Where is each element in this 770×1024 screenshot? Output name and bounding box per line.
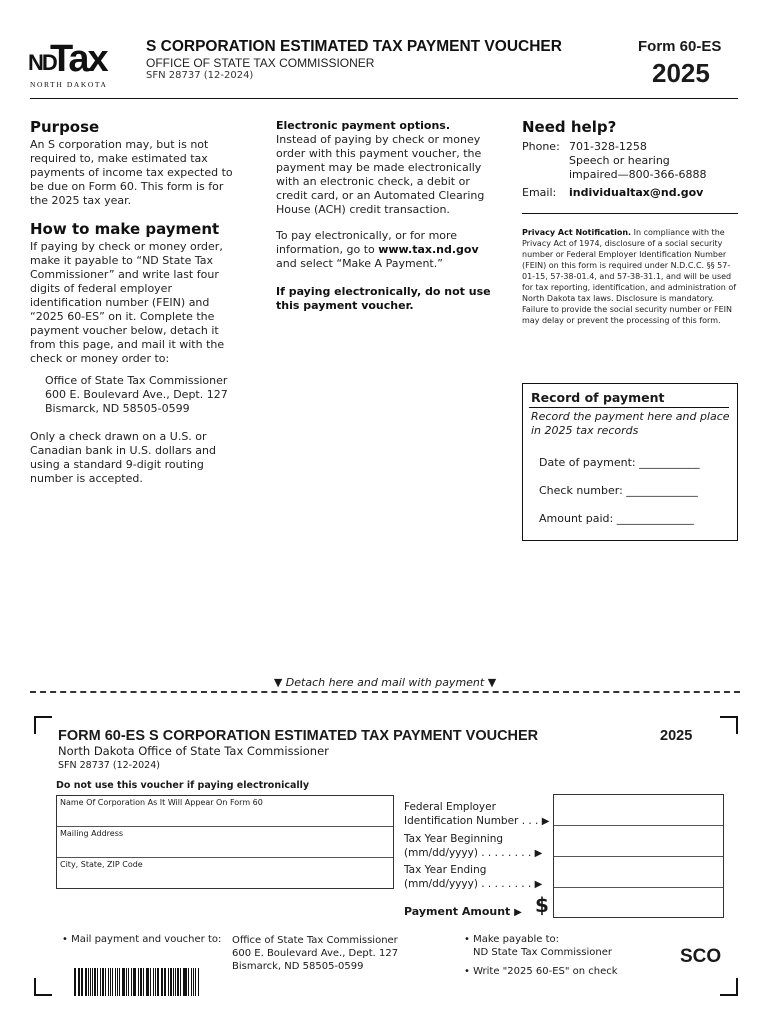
sfn-number: SFN 28737 (12-2024) (146, 70, 254, 81)
voucher-sfn: SFN 28737 (12-2024) (58, 760, 160, 771)
city-state-zip-field[interactable]: City, State, ZIP Code (60, 860, 143, 869)
barcode-bar (115, 968, 116, 996)
barcode-bar (183, 968, 184, 996)
payment-amount-input[interactable] (554, 888, 723, 919)
fein-input[interactable] (554, 795, 723, 826)
barcode-bar (94, 968, 96, 996)
record-of-payment-box (522, 383, 738, 541)
detach-instruction: ▼ Detach here and mail with payment ▼ (273, 676, 497, 689)
barcode-bar (108, 968, 109, 996)
email-label: Email: (522, 186, 557, 199)
privacy-heading: Privacy Act Notification. (522, 228, 632, 237)
email-address[interactable]: individualtax@nd.gov (569, 186, 704, 199)
barcode-bar (102, 968, 104, 996)
barcode-bar (126, 968, 128, 996)
barcode-bar (184, 968, 186, 996)
barcode-bar (150, 968, 151, 996)
barcode-bar (175, 968, 176, 996)
barcode-bar (191, 968, 192, 996)
barcode-bar (81, 968, 83, 996)
purpose-heading: Purpose (30, 118, 100, 136)
voucher-mail-address: Office of State Tax Commissioner 600 E. Boulevard Ave., Dept. 127 Bismarck, ND 58505-0599 (232, 935, 399, 972)
barcode-bar (105, 968, 106, 996)
barcode-bar (143, 968, 144, 996)
barcode-bar (162, 968, 163, 996)
how-to-pay-section (30, 220, 240, 366)
barcode-bar (110, 968, 112, 996)
date-of-payment-field[interactable]: Date of payment: ___________ (539, 456, 700, 469)
how-to-pay-heading: How to make payment (30, 220, 220, 238)
corner-mark (720, 716, 738, 734)
logo-subtitle: NORTH DAKOTA (30, 80, 108, 89)
tax-year-begin-label: Tax Year Beginning (mm/dd/yyyy) . . . . . . . . ▶ (404, 833, 543, 859)
barcode-bar (122, 968, 124, 996)
barcode-bar (131, 968, 132, 996)
help-heading: Need help? (522, 118, 617, 136)
speech-line: Speech or hearing (569, 154, 670, 167)
tax-website-link[interactable]: www.tax.nd.gov (378, 243, 479, 256)
address-line: Bismarck, ND 58505-0599 (45, 402, 190, 415)
corner-mark (34, 716, 52, 734)
arrow-right-icon: ▶ (541, 816, 550, 827)
electronic-text: Instead of paying by check or money order with this payment voucher, the payment may be made electronically with an electronic check, a debit or credit card, or an Automated Clearing House (ACH) credit transaction. (276, 133, 485, 216)
logo-tax-text: Tax (50, 38, 107, 80)
barcode-bar (193, 968, 194, 996)
record-note: Record the payment here and place in 2025 tax records (531, 410, 730, 437)
nd-tax-logo (28, 38, 124, 90)
barcode-bar (157, 968, 159, 996)
barcode-bar (117, 968, 119, 996)
phone-label: Phone: (522, 140, 560, 153)
barcode-bar (173, 968, 174, 996)
privacy-text: In compliance with the Privacy Act of 1974, disclosure of a social security number or Federal Employer Identification Number (FEIN) on this form is required under N.D.C.C. §§ 57-01-15, 57-38-01.4, and 57-38-31.1, and will be used for tax reporting, identification, and administration of North Dakota tax laws. Disclosure is mandatory. Failure to provide the social security number or FEIN may delay or prevent the processing of this form. (522, 228, 737, 325)
mail-instruction: • Mail payment and voucher to: (62, 934, 222, 945)
barcode-bar (119, 968, 120, 996)
help-divider (522, 213, 738, 214)
help-section (522, 118, 738, 200)
corporation-address-box (56, 795, 394, 889)
barcode-bar (134, 968, 136, 996)
arrow-right-icon: ▶ (534, 879, 543, 890)
barcode-bar (153, 968, 154, 996)
barcode-bar (88, 968, 89, 996)
voucher-title: FORM 60-ES S CORPORATION ESTIMATED TAX PAYMENT VOUCHER (58, 728, 539, 744)
tax-year: 2025 (652, 58, 710, 88)
barcode-bar (195, 968, 197, 996)
mailing-address-field[interactable]: Mailing Address (57, 827, 393, 858)
phone-row (522, 140, 738, 182)
record-title: Record of payment (531, 390, 665, 405)
barcode-bar (147, 968, 149, 996)
barcode-bar (198, 968, 199, 996)
fein-label: Federal Employer Identification Number . . . ▶ (404, 801, 550, 827)
barcode-bar (112, 968, 113, 996)
electronic-info: To pay electronically, or for more information, go to www.tax.nd.gov and select “Make A Payment.” (276, 229, 479, 270)
barcode-bar (100, 968, 101, 996)
speech-line: impaired—800-366-6888 (569, 168, 707, 181)
corner-mark (720, 978, 738, 996)
barcode-bar (138, 968, 139, 996)
detach-line[interactable] (30, 691, 740, 693)
address-line: 600 E. Boulevard Ave., Dept. 127 (45, 388, 228, 401)
email-row (522, 186, 738, 200)
corner-mark (34, 978, 52, 996)
barcode-bar (78, 968, 79, 996)
barcode-bar (155, 968, 157, 996)
office-name: OFFICE OF STATE TAX COMMISSIONER (146, 56, 375, 70)
mailing-address-block (45, 374, 255, 416)
barcode-bar (128, 968, 129, 996)
header-divider (30, 98, 738, 99)
voucher-office: North Dakota Office of State Tax Commissioner (58, 744, 329, 758)
barcode-bar (180, 968, 181, 996)
barcode-bar (146, 968, 147, 996)
barcode-bar (170, 968, 172, 996)
form-title: S CORPORATION ESTIMATED TAX PAYMENT VOUCHER (146, 38, 562, 55)
check-number-field[interactable]: Check number: _____________ (539, 484, 698, 497)
check-requirement-note: Only a check drawn on a U.S. or Canadian bank in U.S. dollars and using a standard 9-digit routing number is accepted. (30, 430, 217, 485)
scan-code: SCO (680, 946, 722, 967)
barcode-bar (168, 968, 169, 996)
payment-amount-label: Payment Amount ▶ (404, 905, 522, 918)
tax-year-begin-input[interactable] (554, 826, 723, 857)
corporation-name-field[interactable]: Name Of Corporation As It Will Appear On Form 60 (57, 796, 393, 827)
phone-number: 701-328-1258 (569, 140, 647, 153)
privacy-notice (522, 227, 738, 326)
electronic-warning: If paying electronically, do not use this payment voucher. (276, 285, 491, 312)
electronic-section (276, 119, 498, 313)
barcode-bar (90, 968, 91, 996)
amount-paid-field[interactable]: Amount paid: ______________ (539, 512, 694, 525)
record-title-divider (529, 407, 729, 408)
tax-year-end-label: Tax Year Ending (mm/dd/yyyy) . . . . . . . . ▶ (404, 864, 543, 890)
how-to-pay-text: If paying by check or money order, make it payable to “ND State Tax Commissioner” and write last four digits of federal employer identification number (FEIN) and “2025 60-ES” on it. Complete the payment voucher below, detach it from this page, and mail it with the check or money order to: (30, 240, 225, 365)
electronic-heading: Electronic payment options. (276, 119, 451, 132)
voucher-year: 2025 (660, 728, 693, 744)
write-on-check-note: • Write "2025 60-ES" on check (464, 966, 618, 977)
form-number: Form 60-ES (638, 38, 722, 55)
dollar-sign: $ (535, 893, 549, 917)
barcode-bar (74, 968, 76, 996)
barcode-bar (97, 968, 99, 996)
barcode-bar (133, 968, 134, 996)
barcode-bar (85, 968, 87, 996)
barcode-bar (140, 968, 142, 996)
arrow-right-icon: ▶ (514, 907, 522, 918)
barcode-bar (79, 968, 80, 996)
logo-nd-text: ND (28, 50, 56, 75)
voucher-warning: Do not use this voucher if paying electronically (56, 780, 310, 791)
make-payable-note: • Make payable to: ND State Tax Commissioner (464, 934, 612, 958)
barcode-bar (92, 968, 93, 996)
voucher-entry-box (553, 794, 724, 918)
purpose-text: An S corporation may, but is not required to, make estimated tax payments of income tax expected to be due on Form 60. This form is for the 2025 tax year. (30, 138, 233, 207)
barcode-bar (164, 968, 166, 996)
arrow-right-icon: ▶ (534, 848, 543, 859)
barcode-bar (161, 968, 162, 996)
barcode-bar (177, 968, 179, 996)
tax-year-end-input[interactable] (554, 857, 723, 888)
address-line: Office of State Tax Commissioner (45, 374, 228, 387)
purpose-section (30, 118, 240, 208)
barcode (74, 968, 200, 996)
barcode-bar (188, 968, 190, 996)
